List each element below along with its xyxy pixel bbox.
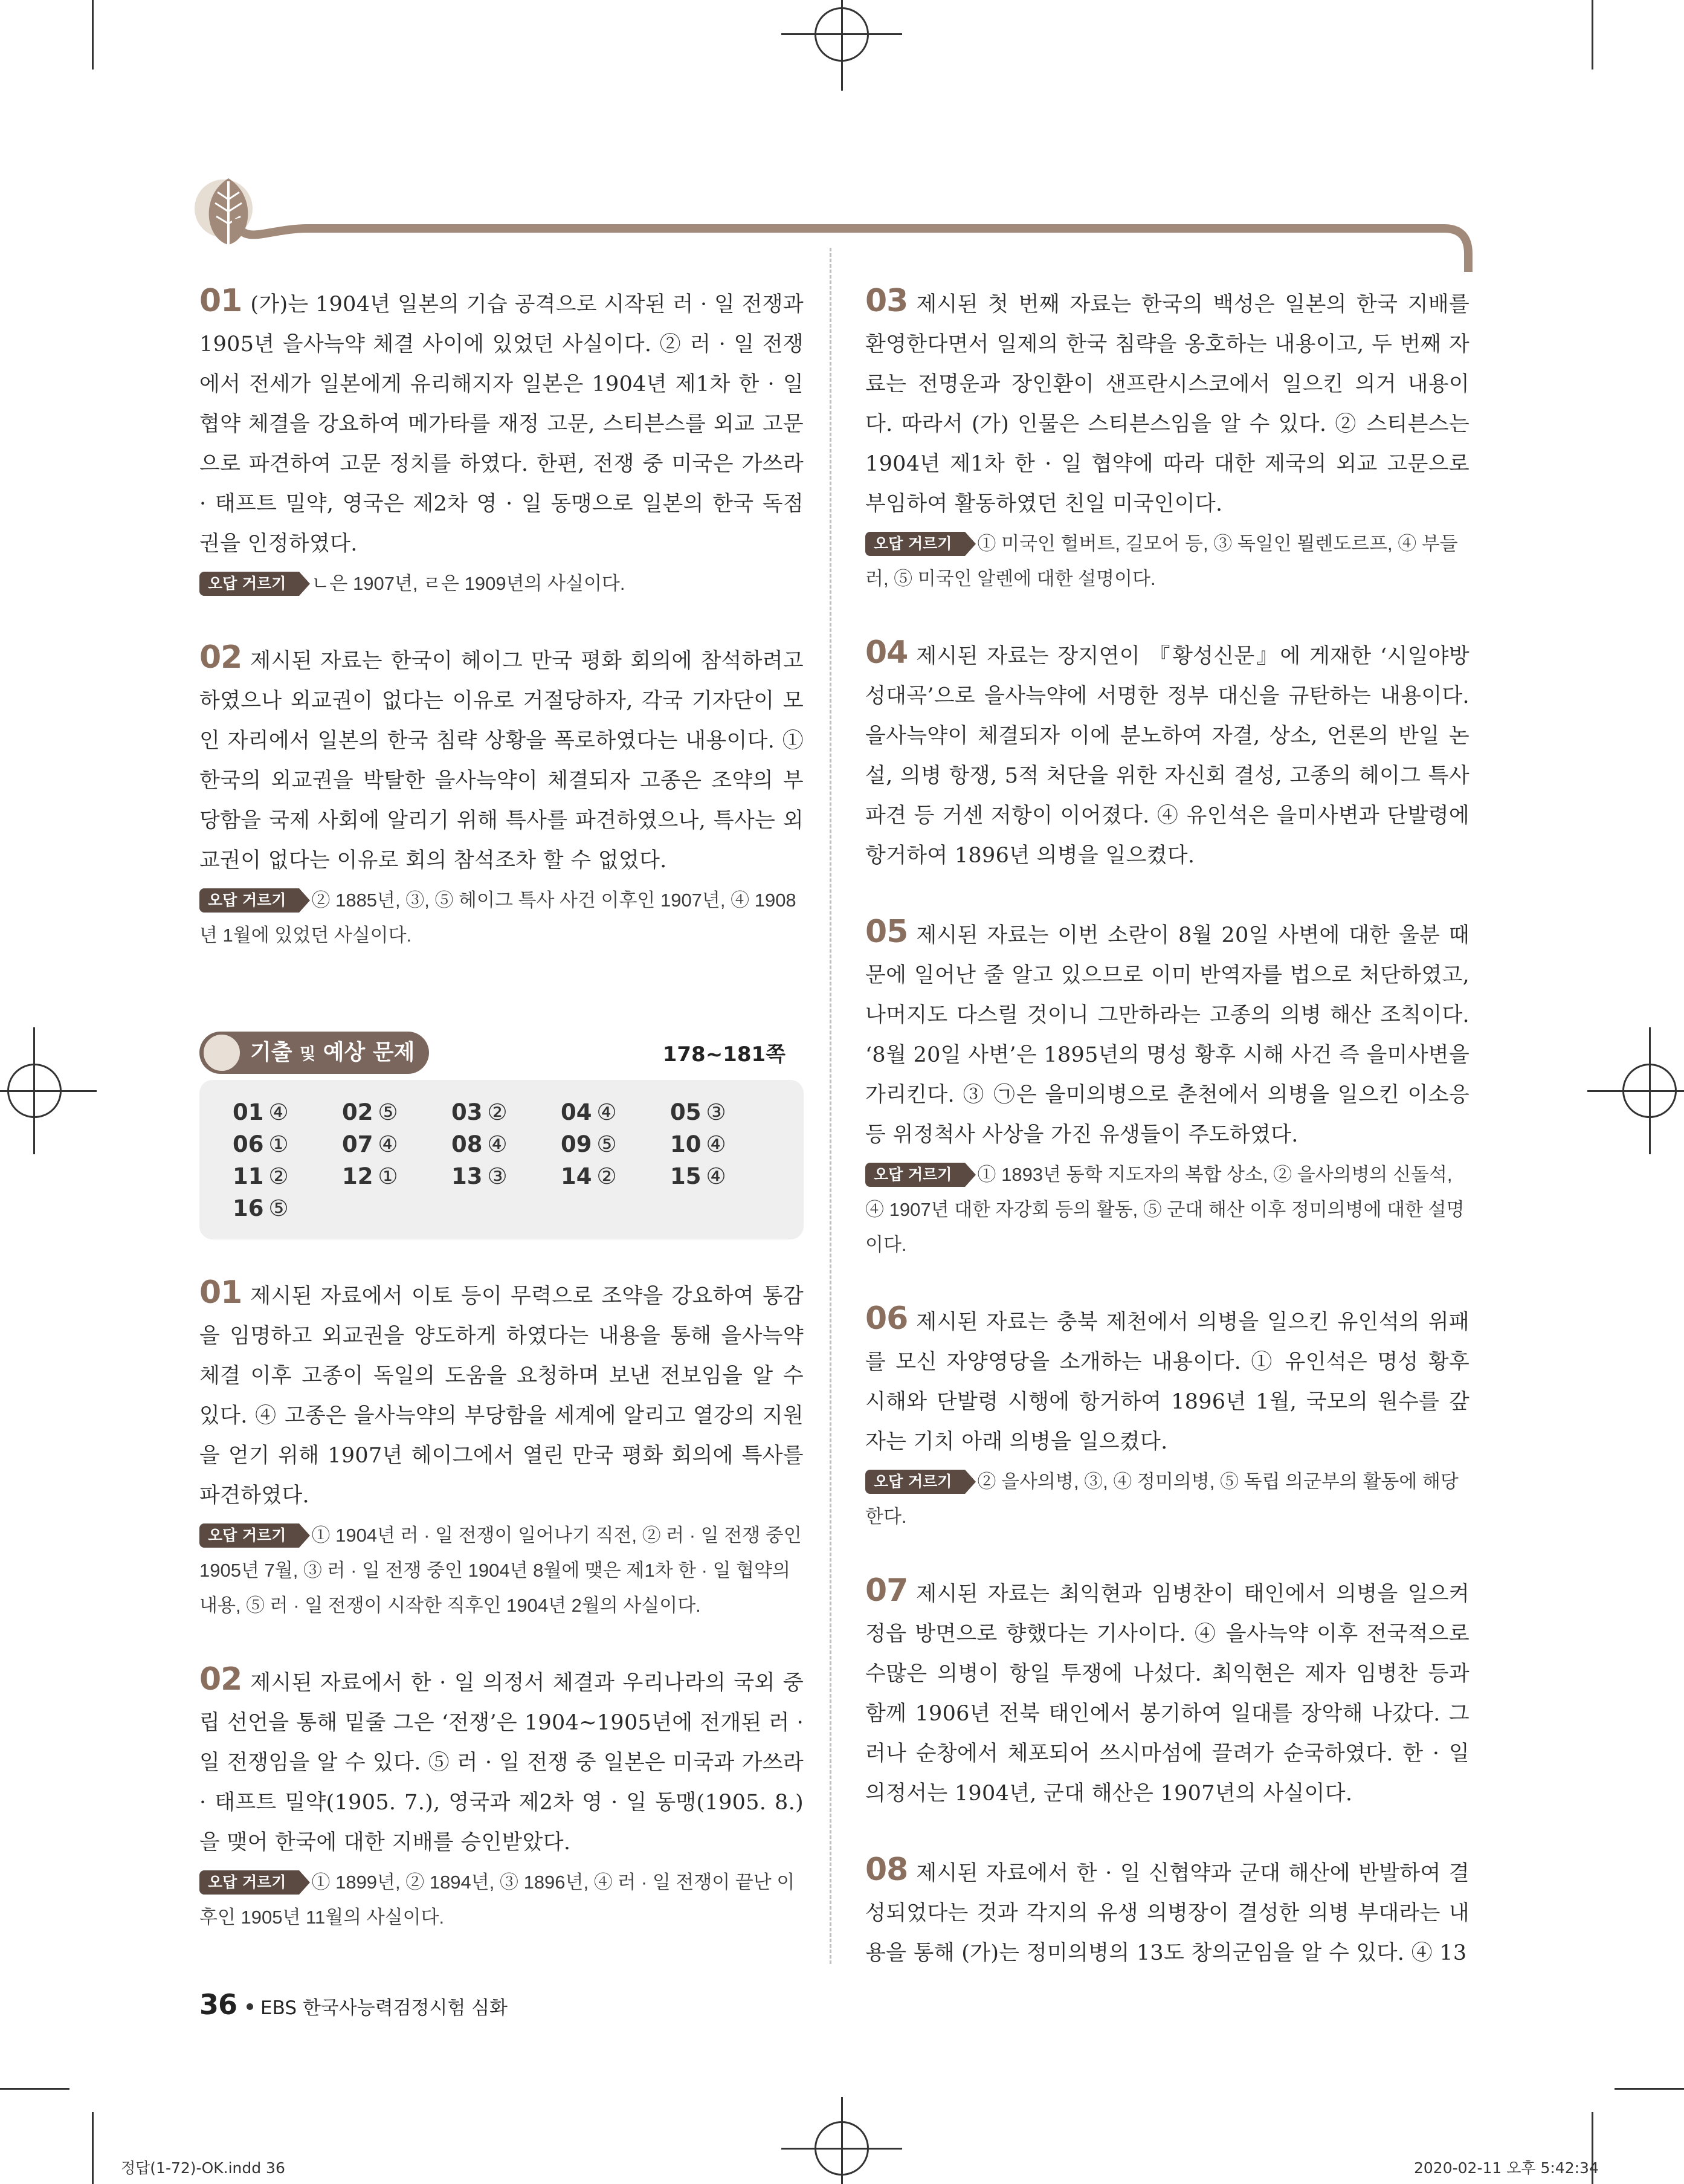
wrong-answer-note (865, 1157, 1469, 1262)
section-title-2: 예상 문제 (323, 1040, 415, 1065)
answer-cell (342, 1163, 451, 1189)
answer-cell (561, 1163, 670, 1189)
entry-number: 01 (199, 283, 242, 319)
leaf-icon (202, 1033, 242, 1073)
answer-number: 12 (342, 1163, 373, 1189)
odap-badge: 오답 거르기 (199, 1870, 299, 1895)
answer-grid (199, 1080, 804, 1239)
answer-choice: ⑤ (378, 1099, 398, 1125)
entry-body: 제시된 자료는 충북 제천에서 의병을 일으킨 유인석의 위패를 모신 자양영당을 소개하는 내용이다. ① 유인석은 명성 황후 시해와 단발령 시행에 항거하여 1896년 1월, 국모의 원수를 갚자는 기치 아래 의병을 일으켰다. (865, 1310, 1469, 1454)
entry-number: 01 (199, 1275, 242, 1311)
slug-date: 2020-02-11 오후 5:42:34 (1414, 2159, 1599, 2177)
odap-badge: 오답 거르기 (199, 572, 299, 596)
entry-number: 08 (865, 1852, 908, 1888)
answer-cell (561, 1131, 670, 1157)
registration-mark (33, 1027, 35, 1154)
answer-cell (342, 1099, 451, 1125)
column-divider (830, 248, 831, 1964)
answer-number: 10 (670, 1131, 702, 1157)
entry-number: 06 (865, 1300, 908, 1337)
answer-number: 09 (561, 1131, 592, 1157)
entry-body: 제시된 자료는 장지연이 『황성신문』에 게재한 ‘시일야방성대곡’으로 을사늑약에 서명한 정부 대신을 규탄하는 내용이다. 을사늑약이 체결되자 이에 분노하여 자결, 상소, 언론의 반일 논설, 의병 항쟁, 5적 처단을 위한 자신회 결성, 고종의 헤이그 특사 파견 등 거센 저항이 이어졌다. ④ 유인석은 을미사변과 단발령에 항거하여 1896년 의병을 일으켰다. (865, 644, 1469, 868)
entry-number: 04 (865, 635, 908, 671)
wrong-answer-note (199, 566, 804, 601)
answer-choice: ② (487, 1099, 508, 1125)
entry-text (199, 1659, 804, 1863)
entry-body: 제시된 자료는 최익현과 임병찬이 태인에서 의병을 일으켜 정읍 방면으로 향했다는 기사이다. ④ 을사늑약 이후 전국적으로 수많은 의병이 항일 투쟁에 나섰다. 최익현은 제자 임병찬 등과 함께 1906년 전북 태인에서 봉기하여 일대를 장악해 나갔다. 그러나 순창에서 체포되어 쓰시마섬에 끌려가 순국하였다. 한 · 일 의정서는 1904년, 군대 해산은 1907년의 사실이다. (865, 1582, 1469, 1806)
entry-body: 제시된 자료는 이번 소란이 8월 20일 사변에 대한 울분 때문에 일어난 줄 알고 있으므로 이미 반역자를 법으로 처단하였고, 나머지도 다스릴 것이니 그만하라는 고종의 의병 해산 조칙이다. ‘8월 20일 사변’은 1895년의 명성 황후 시해 사건 즉 을미사변을 가리킨다. ③ ㉠은 을미의병으로 춘천에서 의병을 일으킨 이소응 등 위정척사 사상을 가진 유생들이 주도하였다. (865, 923, 1469, 1147)
answer-entry (865, 1850, 1469, 1973)
answer-cell (233, 1195, 342, 1221)
entry-body: 제시된 자료는 한국이 헤이그 만국 평화 회의에 참석하려고 하였으나 외교권이 없다는 이유로 거절당하자, 각국 기자단이 모인 자리에서 일본의 한국 침략 상황을 폭로하였다는 내용이다. ① 한국의 외교권을 박탈한 을사늑약이 체결되자 고종은 조약의 부당함을 국제 사회에 알리기 위해 특사를 파견하였으나, 특사는 외교권이 없다는 이유로 회의 참석조차 할 수 없었다. (199, 649, 804, 873)
entry-body: 제시된 첫 번째 자료는 한국의 백성은 일본의 한국 지배를 환영한다면서 일제의 한국 침략을 옹호하는 내용이고, 두 번째 자료는 전명운과 장인환이 샌프란시스코에서 일으킨 의거 내용이다. 따라서 (가) 인물은 스티븐스임을 알 수 있다. ② 스티븐스는 1904년 제1차 한 · 일 협약에 따라 대한 제국의 외교 고문으로 부임하여 활동하였던 친일 미국인이다. (865, 292, 1469, 516)
answer-choice: ④ (378, 1131, 398, 1157)
left-column (199, 281, 804, 1971)
footer-title: EBS 한국사능력검정시험 심화 (260, 1997, 508, 2019)
wrong-answer-note (199, 1865, 804, 1935)
answer-cell (670, 1131, 779, 1157)
odap-text: ① 1899년, ② 1894년, ③ 1896년, ④ 러 · 일 전쟁이 끝난 이후인 1905년 11월의 사실이다. (199, 1872, 795, 1928)
answer-choice: ① (378, 1163, 398, 1189)
registration-mark (841, 0, 843, 91)
header-leaf-ornament (193, 169, 1474, 272)
answer-cell (233, 1099, 342, 1125)
entry-body: (가)는 1904년 일본의 기습 공격으로 시작된 러 · 일 전쟁과 1905년 을사늑약 체결 사이에 있었던 사실이다. ② 러 · 일 전쟁에서 전세가 일본에게 유리해지자 일본은 1904년 제1차 한 · 일 협약 체결을 강요하여 메가타를 재정 고문, 스티븐스를 외교 고문으로 파견하여 고문 정치를 하였다. 한편, 전쟁 중 미국은 가쓰라 · 태프트 밀약, 영국은 제2차 영 · 일 동맹으로 일본의 한국 독점권을 인정하였다. (199, 292, 804, 556)
answer-entry (199, 281, 804, 601)
answer-choice: ⑤ (268, 1195, 289, 1221)
answer-number: 05 (670, 1099, 702, 1125)
entry-number: 03 (865, 283, 908, 319)
entry-text (199, 1273, 804, 1516)
answer-entry (865, 912, 1469, 1262)
answer-choice: ② (596, 1163, 617, 1189)
answer-number: 11 (233, 1163, 264, 1189)
entry-number: 05 (865, 914, 908, 950)
answer-cell (670, 1099, 779, 1125)
entry-body: 제시된 자료에서 한 · 일 의정서 체결과 우리나라의 국외 중립 선언을 통해 밑줄 그은 ‘전쟁’은 1904~1905년에 전개된 러 · 일 전쟁임을 알 수 있다. ⑤ 러 · 일 전쟁 중 일본은 미국과 가쓰라 · 태프트 밀약(1905. 7.), 영국과 제2차 영 · 일 동맹(1905. 8.)을 맺어 한국에 대한 지배를 승인받았다. (199, 1671, 804, 1855)
entry-text (865, 633, 1469, 876)
answer-cell (233, 1131, 342, 1157)
answer-choice: ③ (706, 1099, 726, 1125)
entry-text (865, 281, 1469, 524)
page-number: 36 (199, 1988, 237, 2021)
section-title-and: 및 (300, 1045, 316, 1064)
answer-entry (865, 1571, 1469, 1814)
odap-badge: 오답 거르기 (865, 532, 965, 556)
page-range: 178~181쪽 (662, 1042, 786, 1067)
wrong-answer-note (865, 1464, 1469, 1534)
answer-entry (199, 1273, 804, 1623)
entry-text (865, 1299, 1469, 1462)
answer-cell (451, 1131, 561, 1157)
entry-body: 제시된 자료에서 한 · 일 신협약과 군대 해산에 반발하여 결성되었다는 것과 각지의 유생 의병장이 결성한 의병 부대라는 내용을 통해 (가)는 정미의병의 13도 창의군임을 알 수 있다. ④ 13 (865, 1861, 1469, 1965)
wrong-answer-note (865, 526, 1469, 596)
crop-mark (92, 2112, 94, 2184)
answer-choice: ② (268, 1163, 289, 1189)
right-column (865, 281, 1469, 2009)
answer-number: 15 (670, 1163, 702, 1189)
wrong-answer-note (199, 1518, 804, 1623)
slug-file: 정답(1-72)-OK.indd 36 (121, 2159, 285, 2177)
crop-mark (1592, 0, 1593, 69)
left-entries-bottom (199, 1273, 804, 1935)
answer-number: 07 (342, 1131, 373, 1157)
odap-text: ① 1904년 러 · 일 전쟁이 일어나기 직전, ② 러 · 일 전쟁 중인 1905년 7월, ③ 러 · 일 전쟁 중인 1904년 8월에 맺은 제1차 한 · 일 협약의 내용, ⑤ 러 · 일 전쟁이 시작한 직후인 1904년 2월의 사실이다. (199, 1525, 802, 1616)
answer-number: 04 (561, 1099, 592, 1125)
answer-entry (865, 633, 1469, 876)
left-entries-top (199, 281, 804, 953)
answer-cell (451, 1099, 561, 1125)
answer-number: 08 (451, 1131, 483, 1157)
crop-mark (0, 2088, 69, 2090)
answer-entry (865, 281, 1469, 596)
answer-choice: ⑤ (596, 1131, 617, 1157)
entry-text (865, 912, 1469, 1155)
section-header (199, 1032, 804, 1080)
odap-text: ① 미국인 헐버트, 길모어 등, ③ 독일인 묄렌도르프, ④ 부들러, ⑤ 미국인 알렌에 대한 설명이다. (865, 533, 1458, 589)
answer-entry (199, 1659, 804, 1935)
odap-text: ㄴ은 1907년, ㄹ은 1909년의 사실이다. (311, 573, 625, 594)
section-title-pill (199, 1032, 429, 1074)
entry-number: 07 (865, 1572, 908, 1609)
odap-badge: 오답 거르기 (865, 1163, 965, 1187)
answer-cell (233, 1163, 342, 1189)
wrong-answer-note (199, 883, 804, 953)
crop-mark (92, 0, 94, 69)
entry-number: 02 (199, 639, 242, 676)
odap-badge: 오답 거르기 (865, 1470, 965, 1494)
answer-entry (865, 1299, 1469, 1534)
answer-cell (670, 1163, 779, 1189)
section-title: 기출 (250, 1040, 292, 1065)
entry-body: 제시된 자료에서 이토 등이 무력으로 조약을 강요하여 통감을 임명하고 외교권을 양도하게 하였다는 내용을 통해 을사늑약 체결 이후 고종이 독일의 도움을 요청하며 보낸 전보임을 알 수 있다. ④ 고종은 을사늑약의 부당함을 세계에 알리고 열강의 지원을 얻기 위해 1907년 헤이그에서 열린 만국 평화 회의에 특사를 파견하였다. (199, 1284, 804, 1508)
answer-choice: ④ (706, 1163, 726, 1189)
answer-number: 06 (233, 1131, 264, 1157)
answer-entry (199, 638, 804, 953)
answer-cell (451, 1163, 561, 1189)
entry-number: 02 (199, 1661, 242, 1698)
registration-mark (1649, 1027, 1651, 1154)
answer-number: 16 (233, 1195, 264, 1221)
entry-text (865, 1571, 1469, 1814)
answer-number: 14 (561, 1163, 592, 1189)
answer-number: 13 (451, 1163, 483, 1189)
answer-choice: ③ (487, 1163, 508, 1189)
answer-number: 02 (342, 1099, 373, 1125)
answer-choice: ① (268, 1131, 289, 1157)
answer-number: 01 (233, 1099, 264, 1125)
entry-text (199, 281, 804, 564)
answer-choice: ④ (596, 1099, 617, 1125)
odap-badge: 오답 거르기 (199, 888, 299, 913)
registration-mark (841, 2097, 843, 2184)
odap-badge: 오답 거르기 (199, 1523, 299, 1548)
answer-choice: ④ (487, 1131, 508, 1157)
page-footer (199, 1988, 508, 2021)
crop-mark (1615, 2088, 1684, 2090)
answer-choice: ④ (706, 1131, 726, 1157)
entry-text (199, 638, 804, 880)
answer-number: 03 (451, 1099, 483, 1125)
bullet-icon (247, 2003, 253, 2010)
registration-mark (0, 1090, 97, 1092)
odap-text: ② 1885년, ③, ⑤ 헤이그 특사 사건 이후인 1907년, ④ 1908년 1월에 있었던 사실이다. (199, 890, 796, 946)
answer-cell (561, 1099, 670, 1125)
answer-cell (342, 1131, 451, 1157)
odap-text: ② 을사의병, ③, ④ 정미의병, ⑤ 독립 의군부의 활동에 해당한다. (865, 1471, 1459, 1527)
odap-text: ① 1893년 동학 지도자의 복합 상소, ② 을사의병의 신돌석, ④ 1907년 대한 자강회 등의 활동, ⑤ 군대 해산 이후 정미의병에 대한 설명이다. (865, 1164, 1465, 1255)
registration-mark (1587, 1090, 1684, 1092)
answer-choice: ④ (268, 1099, 289, 1125)
entry-text (865, 1850, 1469, 1973)
